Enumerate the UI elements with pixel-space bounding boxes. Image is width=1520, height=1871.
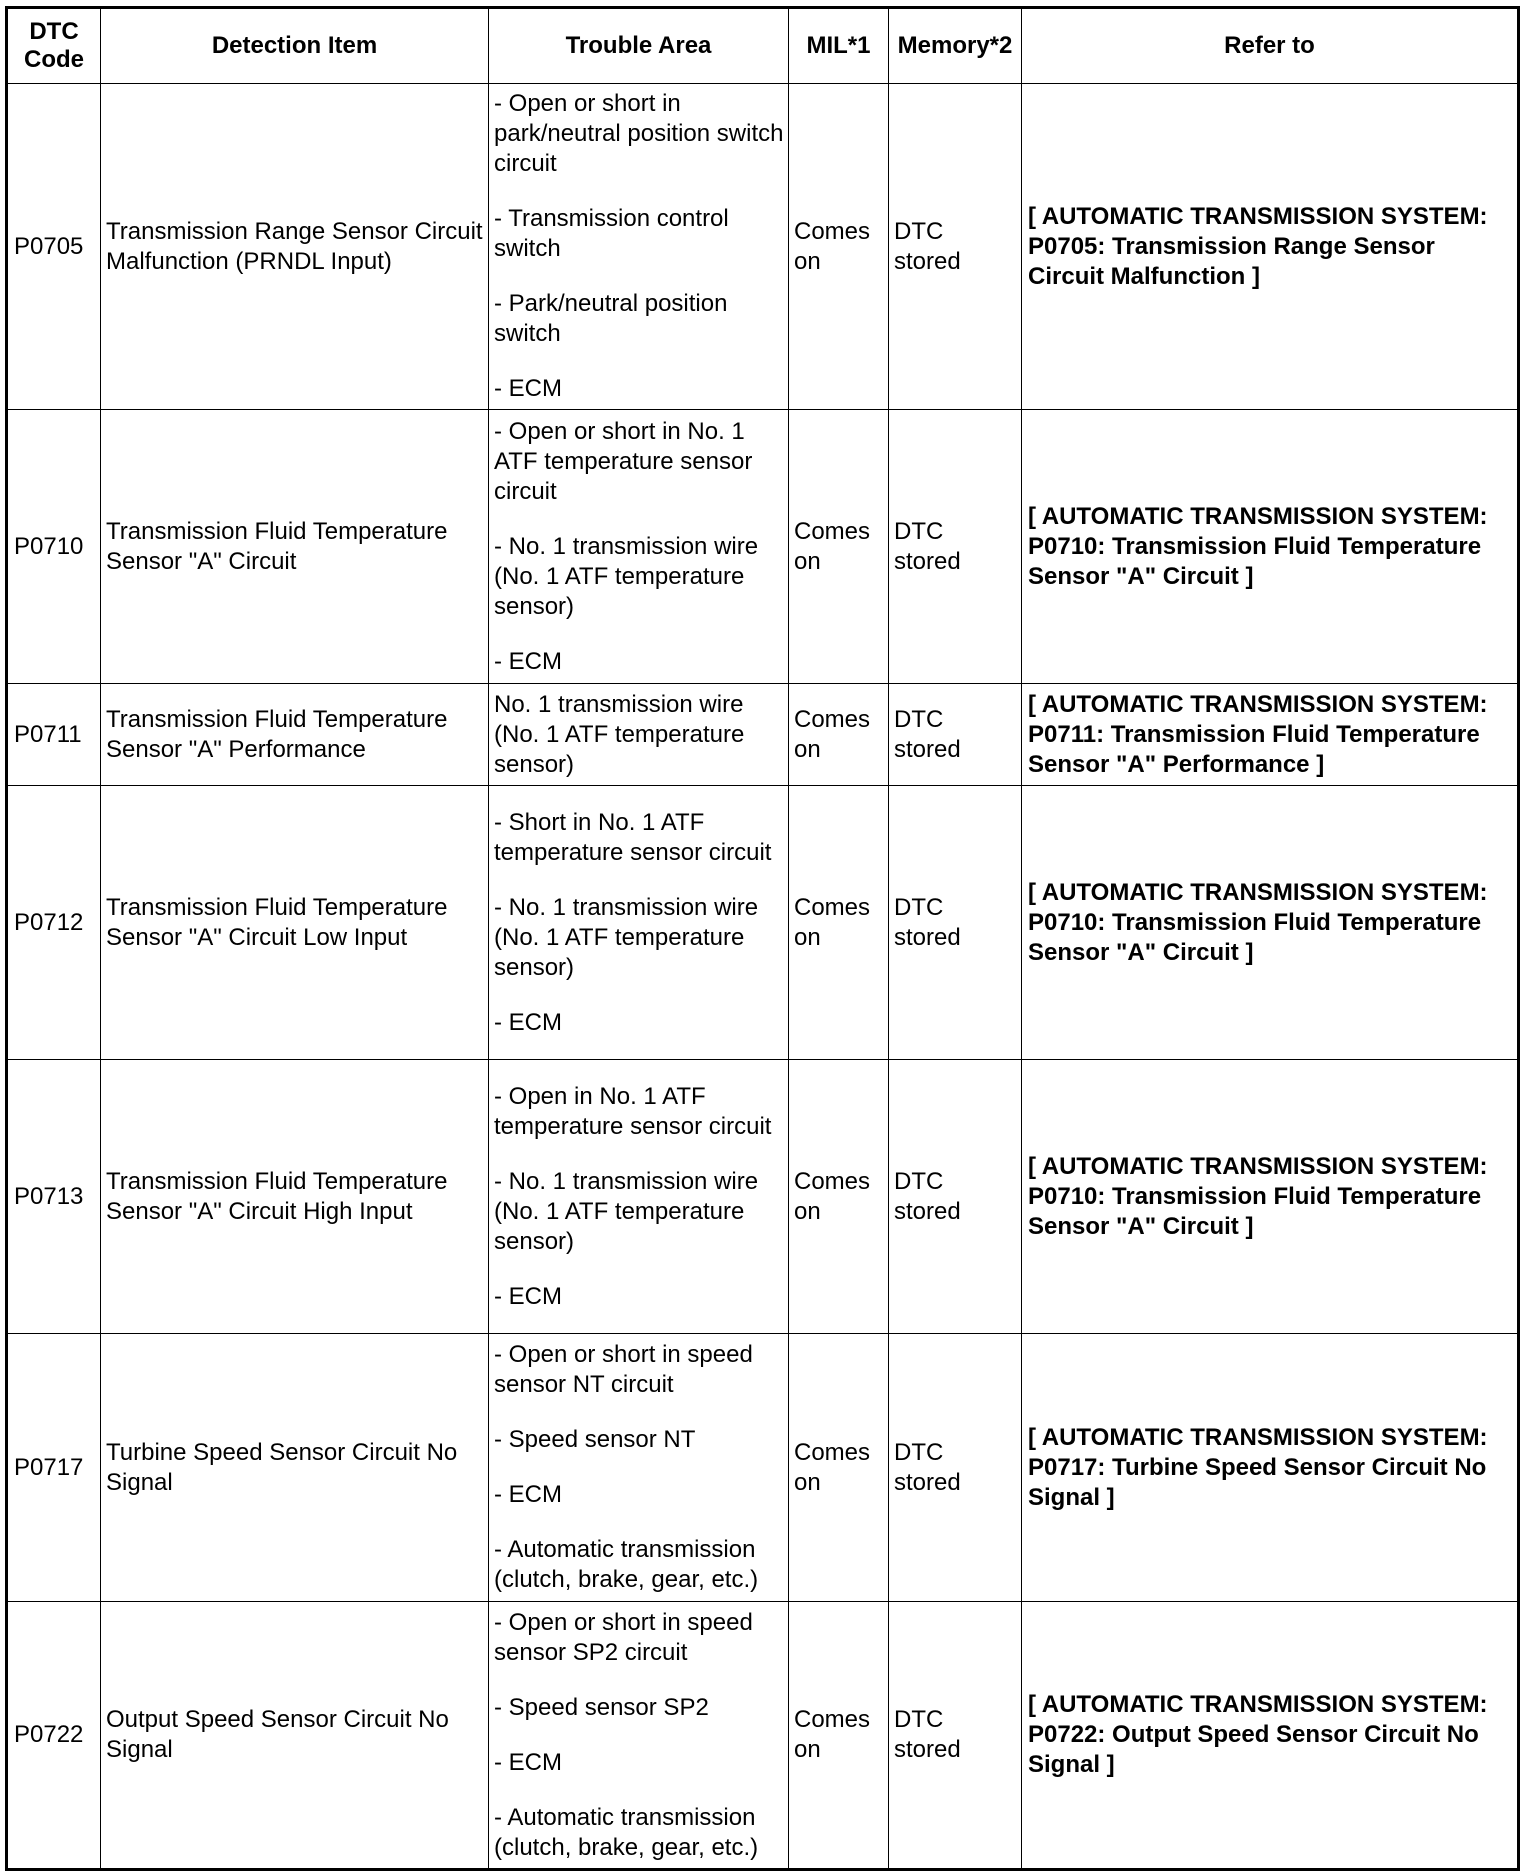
trouble-area-item: - Park/neutral position switch [494, 290, 728, 347]
detection-item-cell: Transmission Fluid Temperature Sensor "A" Performance [101, 684, 489, 786]
trouble-area-item: No. 1 transmission wire (No. 1 ATF temperature sensor) [494, 690, 745, 778]
trouble-area-cell [489, 1334, 789, 1602]
trouble-area-item: - ECM [494, 647, 562, 675]
memory-cell: DTC stored [889, 84, 1022, 410]
header-trouble-area: Trouble Area [489, 8, 789, 84]
detection-item-cell: Turbine Speed Sensor Circuit No Signal [101, 1334, 489, 1602]
mil-cell: Comes on [789, 1060, 889, 1334]
table-row [7, 1602, 1519, 1870]
table-row [7, 1334, 1519, 1602]
trouble-area-item: - No. 1 transmission wire (No. 1 ATF temperature sensor) [494, 893, 759, 981]
trouble-area-item: - Open or short in speed sensor NT circuit [494, 1341, 753, 1398]
trouble-area-item: - Automatic transmission (clutch, brake, gear, etc.) [494, 1803, 759, 1861]
trouble-area-cell [489, 684, 789, 786]
trouble-area-item: - ECM [494, 1748, 562, 1776]
dtc-code-cell: P0717 [7, 1334, 101, 1602]
trouble-area-item: - Open or short in No. 1 ATF temperature sensor circuit [494, 417, 753, 505]
refer-to-link[interactable]: [ AUTOMATIC TRANSMISSION SYSTEM: P0710: Transmission Fluid Temperature Sensor "A" Circuit ] [1022, 410, 1519, 684]
trouble-area-item: - Open or short in park/neutral position switch circuit [494, 90, 784, 177]
detection-item-cell: Transmission Fluid Temperature Sensor "A" Circuit Low Input [101, 786, 489, 1060]
refer-to-link[interactable]: [ AUTOMATIC TRANSMISSION SYSTEM: P0710: Transmission Fluid Temperature Sensor "A" Circuit ] [1022, 786, 1519, 1060]
dtc-code-cell: P0705 [7, 84, 101, 410]
trouble-area-cell [489, 1060, 789, 1334]
table-row [7, 84, 1519, 410]
header-memory: Memory*2 [889, 8, 1022, 84]
detection-item-cell: Output Speed Sensor Circuit No Signal [101, 1602, 489, 1870]
dtc-code-cell: P0713 [7, 1060, 101, 1334]
memory-cell: DTC stored [889, 410, 1022, 684]
detection-item-cell: Transmission Fluid Temperature Sensor "A" Circuit High Input [101, 1060, 489, 1334]
header-refer-to: Refer to [1022, 8, 1519, 84]
dtc-code-cell: P0711 [7, 684, 101, 786]
trouble-area-item: - No. 1 transmission wire (No. 1 ATF temperature sensor) [494, 532, 759, 620]
dtc-code-cell: P0712 [7, 786, 101, 1060]
dtc-code-cell: P0722 [7, 1602, 101, 1870]
trouble-area-item: - No. 1 transmission wire (No. 1 ATF temperature sensor) [494, 1167, 759, 1255]
detection-item-cell: Transmission Range Sensor Circuit Malfunction (PRNDL Input) [101, 84, 489, 410]
header-mil: MIL*1 [789, 8, 889, 84]
memory-cell: DTC stored [889, 1060, 1022, 1334]
trouble-area-item: - ECM [494, 1481, 562, 1508]
trouble-area-item: - Open or short in speed sensor SP2 circuit [494, 1608, 753, 1666]
mil-cell: Comes on [789, 1334, 889, 1602]
trouble-area-item: - Short in No. 1 ATF temperature sensor circuit [494, 808, 772, 866]
trouble-area-item: - Automatic transmission (clutch, brake, gear, etc.) [494, 1536, 759, 1593]
dtc-table [5, 6, 1520, 1871]
table-row [7, 684, 1519, 786]
memory-cell: DTC stored [889, 786, 1022, 1060]
refer-to-link[interactable]: [ AUTOMATIC TRANSMISSION SYSTEM: P0710: Transmission Fluid Temperature Sensor "A" Circuit ] [1022, 1060, 1519, 1334]
dtc-table-container [5, 6, 1520, 1871]
mil-cell: Comes on [789, 1602, 889, 1870]
trouble-area-item: - ECM [494, 1282, 562, 1310]
detection-item-cell: Transmission Fluid Temperature Sensor "A" Circuit [101, 410, 489, 684]
table-row [7, 410, 1519, 684]
trouble-area-item: - Transmission control switch [494, 205, 729, 262]
trouble-area-cell [489, 84, 789, 410]
mil-cell: Comes on [789, 84, 889, 410]
trouble-area-item: - ECM [494, 1008, 562, 1036]
memory-cell: DTC stored [889, 684, 1022, 786]
header-detection-item: Detection Item [101, 8, 489, 84]
dtc-code-cell: P0710 [7, 410, 101, 684]
trouble-area-cell [489, 410, 789, 684]
refer-to-link[interactable]: [ AUTOMATIC TRANSMISSION SYSTEM: P0711: Transmission Fluid Temperature Sensor "A" Performance ] [1022, 684, 1519, 786]
trouble-area-item: - Speed sensor SP2 [494, 1693, 709, 1721]
header-dtc-code: DTC Code [7, 8, 101, 84]
trouble-area-item: - Speed sensor NT [494, 1426, 696, 1453]
table-row [7, 786, 1519, 1060]
refer-to-link[interactable]: [ AUTOMATIC TRANSMISSION SYSTEM: P0722: Output Speed Sensor Circuit No Signal ] [1022, 1602, 1519, 1870]
trouble-area-item: - Open in No. 1 ATF temperature sensor circuit [494, 1082, 772, 1140]
memory-cell: DTC stored [889, 1602, 1022, 1870]
table-header-row [7, 8, 1519, 84]
refer-to-link[interactable]: [ AUTOMATIC TRANSMISSION SYSTEM: P0717: Turbine Speed Sensor Circuit No Signal ] [1022, 1334, 1519, 1602]
trouble-area-cell [489, 786, 789, 1060]
trouble-area-item: - ECM [494, 375, 562, 402]
mil-cell: Comes on [789, 786, 889, 1060]
mil-cell: Comes on [789, 684, 889, 786]
trouble-area-cell [489, 1602, 789, 1870]
mil-cell: Comes on [789, 410, 889, 684]
memory-cell: DTC stored [889, 1334, 1022, 1602]
table-row [7, 1060, 1519, 1334]
refer-to-link[interactable]: [ AUTOMATIC TRANSMISSION SYSTEM: P0705: Transmission Range Sensor Circuit Malfunction ] [1022, 84, 1519, 410]
